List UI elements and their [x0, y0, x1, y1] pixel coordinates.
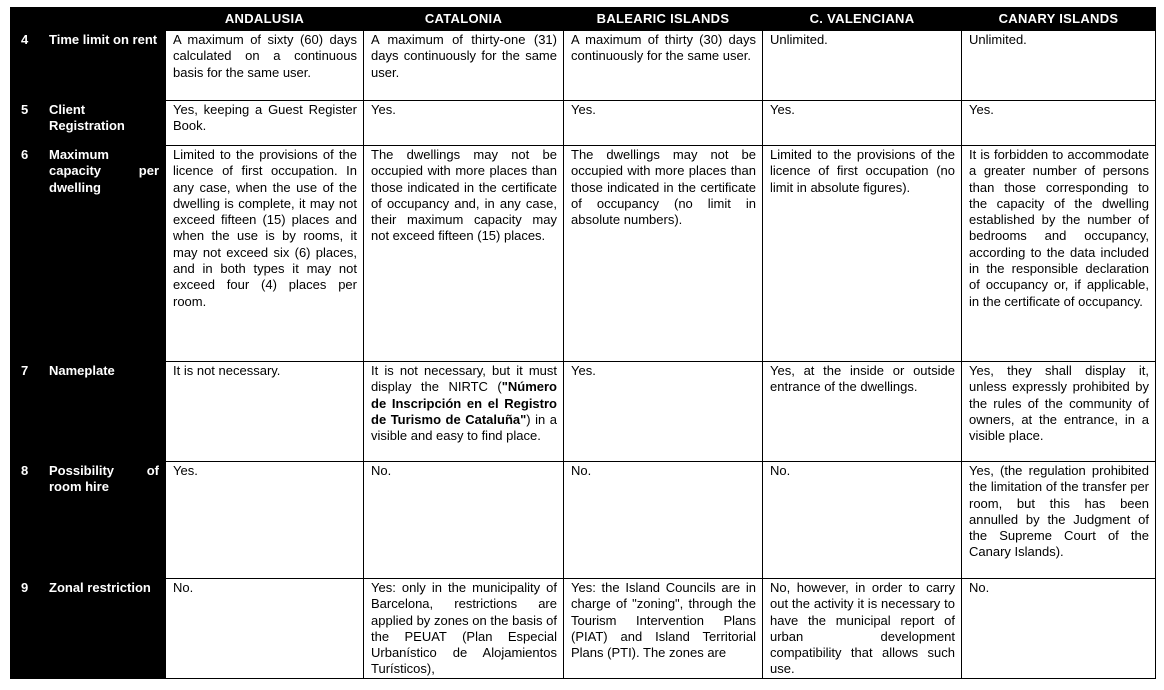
- cell-balearic-islands: Yes: the Island Councils are in charge of "zoning", through the Tourism Intervention Plans (PIAT) and Island Territorial Plans (PTI). The zones are: [564, 579, 763, 679]
- cell-c-valenciana: No, however, in order to carry out the activity it is necessary to have the municipal report of urban development compatibility that allows such use.: [763, 579, 962, 679]
- row-number: 9: [11, 579, 43, 679]
- cell-canary-islands: It is forbidden to accommodate a greater number of persons than those corresponding to the capacity of the dwelling established by the number of bedrooms and occupancy, according to the data included in the responsible declaration of occupancy or, if applicable, in the certificate of occupancy.: [962, 146, 1156, 362]
- cell-balearic-islands: A maximum of thirty (30) days continuously for the same user.: [564, 31, 763, 101]
- cell-balearic-islands: Yes.: [564, 101, 763, 146]
- table-row: [11, 462, 1156, 579]
- row-label: Nameplate: [43, 362, 166, 462]
- row-number: 5: [11, 101, 43, 146]
- cell-c-valenciana: Unlimited.: [763, 31, 962, 101]
- cell-c-valenciana: Yes, at the inside or outside entrance of the dwellings.: [763, 362, 962, 462]
- header-canary-islands: CANARY ISLANDS: [962, 8, 1156, 31]
- row-number: 8: [11, 462, 43, 579]
- header-label: [43, 8, 166, 31]
- cell-c-valenciana: Yes.: [763, 101, 962, 146]
- cell-balearic-islands: Yes.: [564, 362, 763, 462]
- cell-andalusia: Limited to the provisions of the licence of first occupation. In any case, when the use of the dwelling is complete, it may not exceed fifteen (15) places and when the use is by rooms, it may not exceed six (6) places, and in both types it may not exceed four (4) places per room.: [166, 146, 364, 362]
- catalonia-nameplate-text-after: ) in a visible and easy to find place.: [371, 411, 557, 444]
- cell-andalusia: No.: [166, 579, 364, 679]
- cell-andalusia: It is not necessary.: [166, 362, 364, 462]
- header-num: [11, 8, 43, 31]
- header-balearic-islands: BALEARIC ISLANDS: [564, 8, 763, 31]
- regulation-comparison-table: [10, 7, 1156, 679]
- row-label: Maximum capacity per dwelling: [43, 146, 166, 362]
- row-label: Time limit on rent: [43, 31, 166, 101]
- cell-balearic-islands: The dwellings may not be occupied with more places than those indicated in the certificate of occupancy (no limit in absolute numbers).: [564, 146, 763, 362]
- cell-canary-islands: Unlimited.: [962, 31, 1156, 101]
- header-catalonia: CATALONIA: [364, 8, 564, 31]
- cell-canary-islands: Yes.: [962, 101, 1156, 146]
- row-number: 7: [11, 362, 43, 462]
- table-row: [11, 31, 1156, 101]
- table-row: [11, 101, 1156, 146]
- cell-catalonia: [364, 362, 564, 462]
- table-row: [11, 146, 1156, 362]
- table-row: [11, 579, 1156, 679]
- cell-andalusia: A maximum of sixty (60) days calculated on a continuous basis for the same user.: [166, 31, 364, 101]
- cell-canary-islands: Yes, (the regulation prohibited the limitation of the transfer per room, but this has been annulled by the Judgment of the Supreme Court of the Canary Islands).: [962, 462, 1156, 579]
- header-c-valenciana: C. VALENCIANA: [763, 8, 962, 31]
- row-label: Client Registration: [43, 101, 166, 146]
- cell-balearic-islands: No.: [564, 462, 763, 579]
- cell-canary-islands: Yes, they shall display it, unless expressly prohibited by the rules of the community of owners, at the entrance, in a visible place.: [962, 362, 1156, 462]
- cell-catalonia: Yes.: [364, 101, 564, 146]
- cell-catalonia: A maximum of thirty-one (31) days continuously for the same user.: [364, 31, 564, 101]
- catalonia-nameplate-text-before: It is not necessary, but it must display the NIRTC (: [371, 363, 557, 395]
- table-row: [11, 362, 1156, 462]
- cell-c-valenciana: No.: [763, 462, 962, 579]
- header-row: [11, 8, 1156, 31]
- header-andalusia: ANDALUSIA: [166, 8, 364, 31]
- cell-canary-islands: No.: [962, 579, 1156, 679]
- cell-andalusia: Yes, keeping a Guest Register Book.: [166, 101, 364, 146]
- cell-andalusia: Yes.: [166, 462, 364, 579]
- nirtc-full-name: "Número de Inscripción en el Registro de Turismo de Cataluña": [371, 379, 557, 427]
- row-number: 4: [11, 31, 43, 101]
- cell-catalonia: Yes: only in the municipality of Barcelona, restrictions are applied by zones on the basis of the PEUAT (Plan Especial Urbanístico de Alojamientos Turísticos),: [364, 579, 564, 679]
- cell-catalonia: No.: [364, 462, 564, 579]
- row-number: 6: [11, 146, 43, 362]
- cell-catalonia: The dwellings may not be occupied with more places than those indicated in the certificate of occupancy and, in any case, their maximum capacity may not exceed fifteen (15) places.: [364, 146, 564, 362]
- cell-c-valenciana: Limited to the provisions of the licence of first occupation (no limit in absolute figures).: [763, 146, 962, 362]
- row-label: Zonal restriction: [43, 579, 166, 679]
- row-label: Possibility of room hire: [43, 462, 166, 579]
